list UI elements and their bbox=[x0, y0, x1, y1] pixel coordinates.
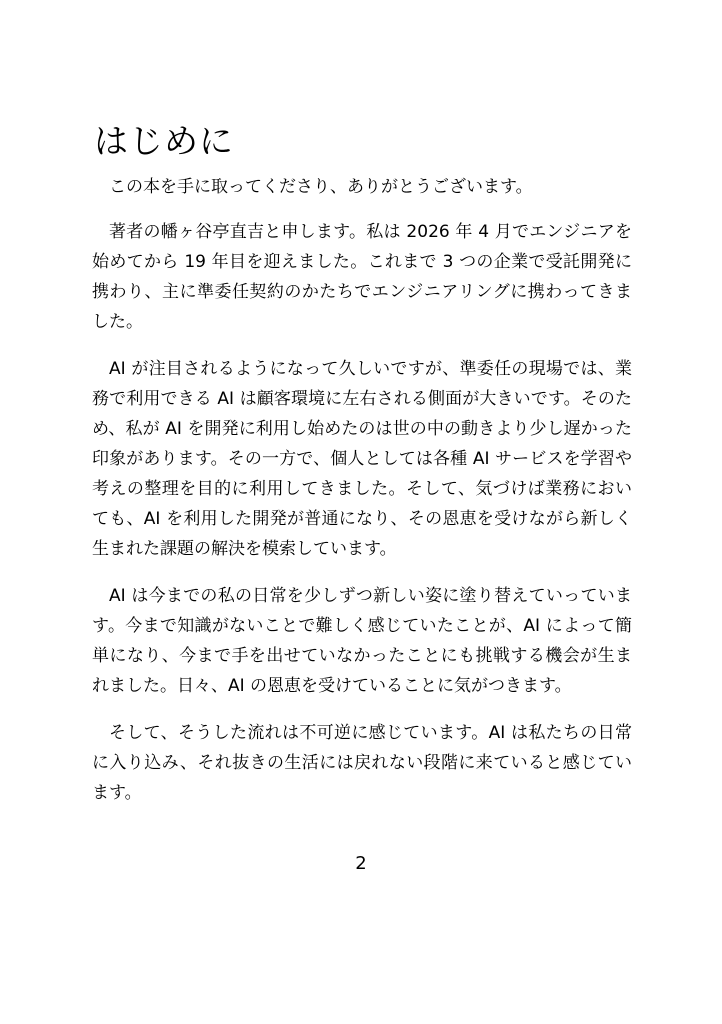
page-heading: はじめに bbox=[94, 122, 234, 162]
paragraph-author-intro: 著者の幡ヶ谷亭直吉と申します。私は 2026 年 4 月でエンジニアを始めてから 19 年目を迎えました。これまで 3 つの企業で受託開発に携わり、主に準委任契約のかたちでエンジニアリングに携わってきました。 bbox=[92, 222, 632, 332]
page-number: 2 bbox=[355, 853, 367, 874]
paragraph-irreversible: そして、そうした流れは不可逆に感じています。AI は私たちの日常に入り込み、それ抜きの生活には戻れない段階に来ていると感じています。 bbox=[92, 723, 632, 803]
paragraph-greeting: この本を手に取ってくださり、ありがとうございます。 bbox=[109, 177, 533, 197]
paragraph-ai-usage: AI が注目されるようになって久しいですが、準委任の現場では、業務で利用できる AI は顧客環境に左右される側面が大きいです。そのため、私が AI を開発に利用し始めたのは世の中の動きより少し遅かった印象があります。その一方で、個人としては各種 AI サービスを学習や考えの整理を目的に利用してきました。そして、気づけば業務においても、AI を利用した開発が普通になり、その恩恵を受けながら新しく生まれた課題の解決を模索しています。 bbox=[92, 359, 632, 559]
body-text bbox=[92, 172, 632, 825]
paragraph-ai-daily-life: AI は今までの私の日常を少しずつ新しい姿に塗り替えていっています。今まで知識がないことで難しく感じていたことが、AI によって簡単になり、今まで手を出せていなかったことにも挑戦する機会が生まれました。日々、AI の恩恵を受けていることに気がつきます。 bbox=[92, 586, 632, 696]
